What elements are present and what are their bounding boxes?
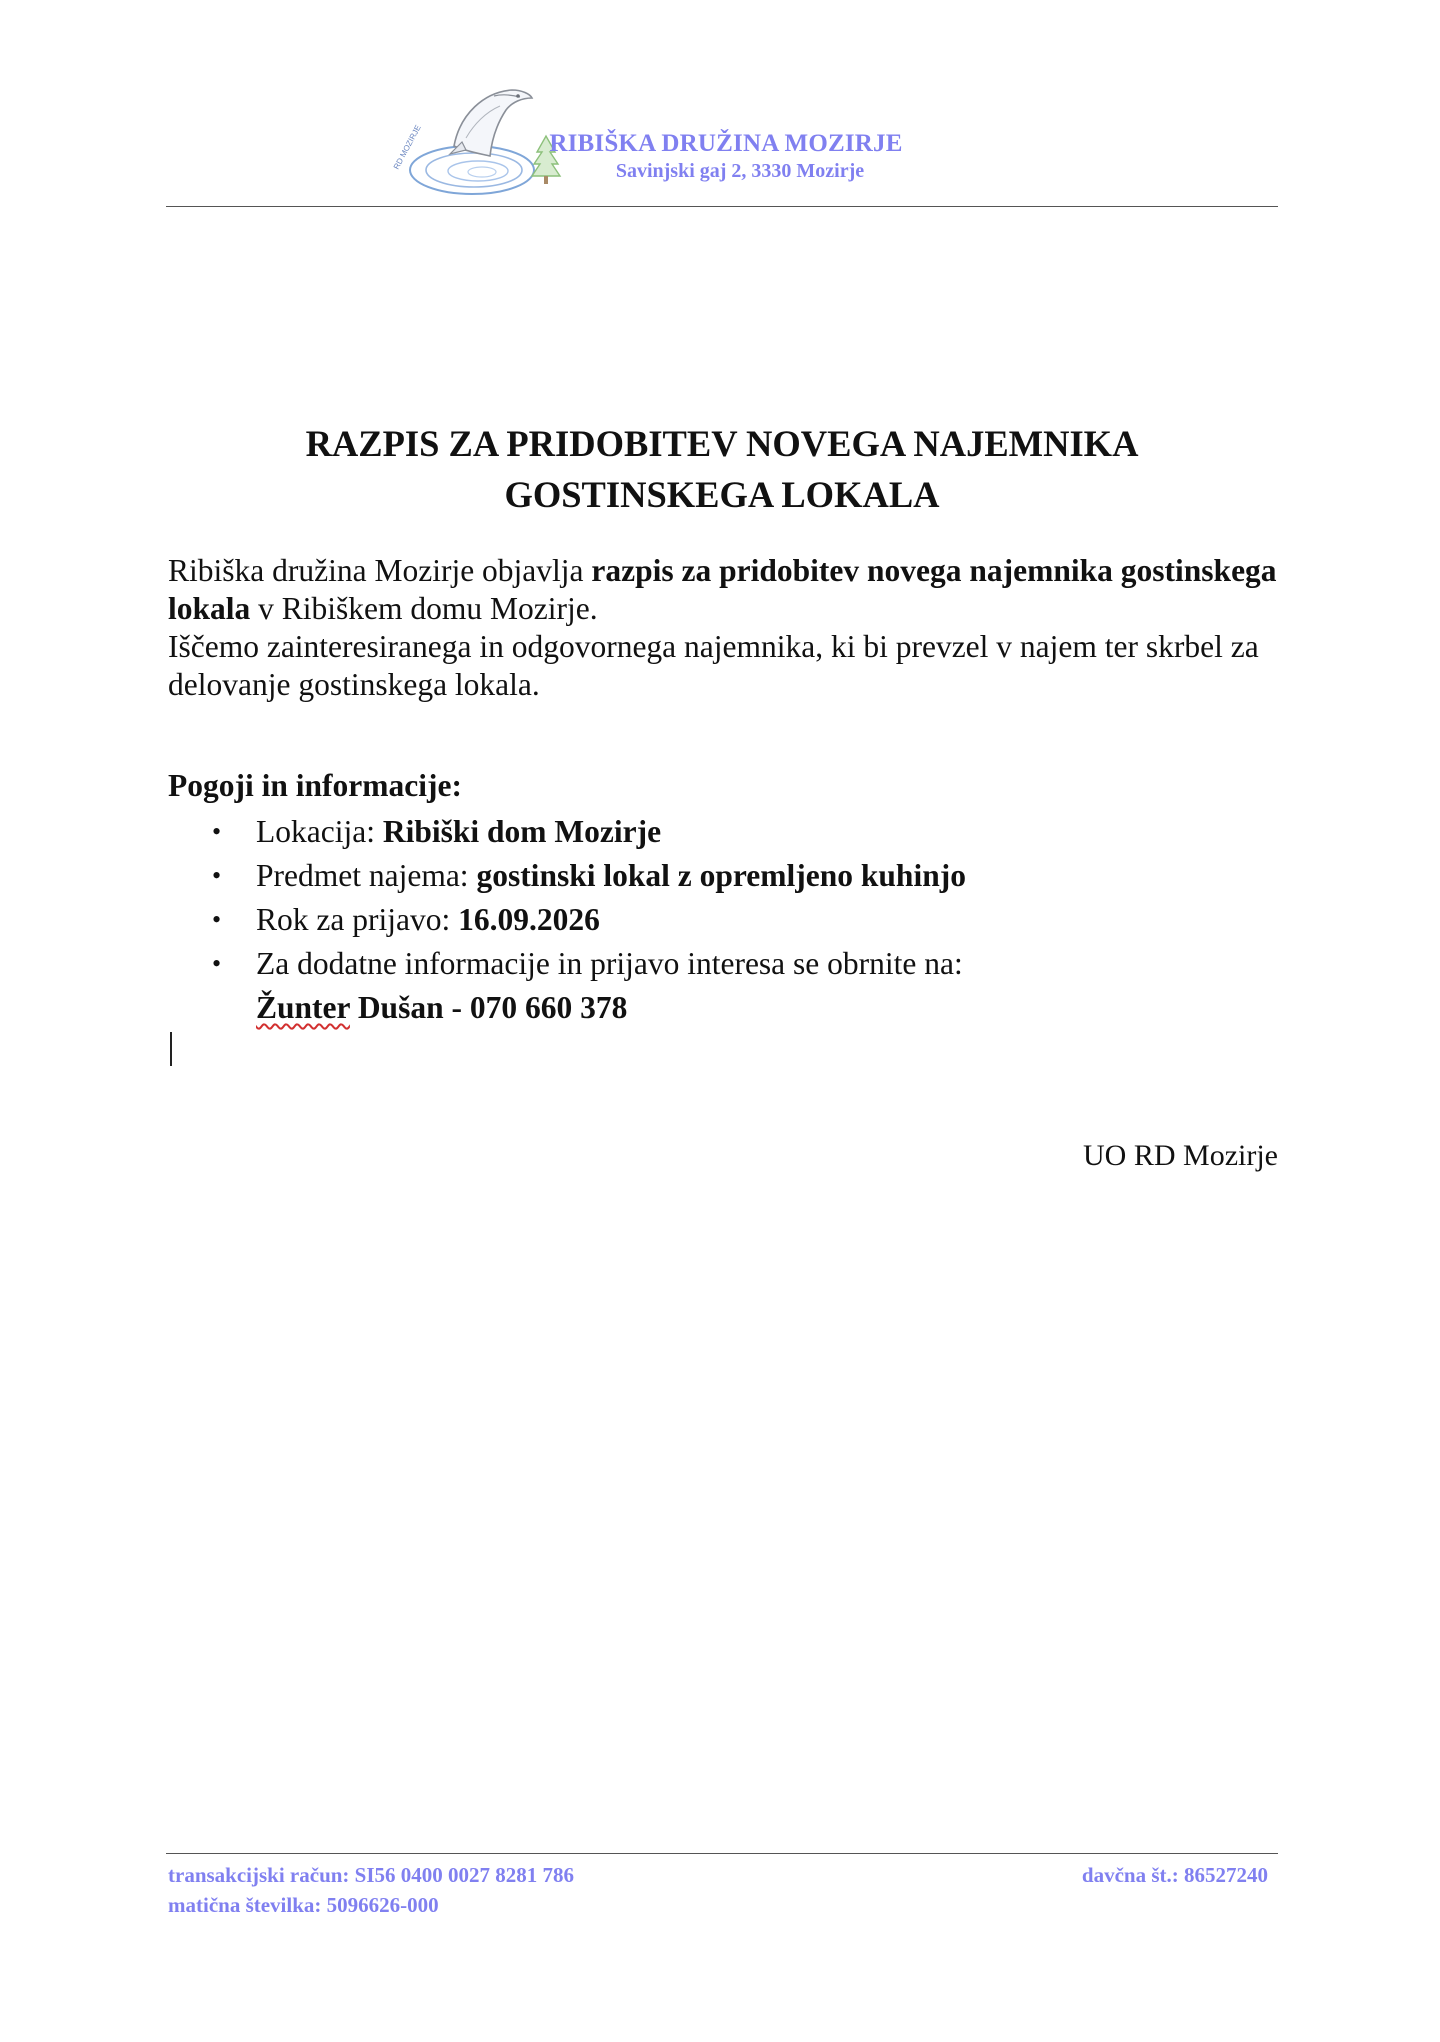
contact-rest: Dušan - 070 660 378 — [349, 990, 628, 1025]
signature: UO RD Mozirje — [1083, 1139, 1278, 1172]
footer-tax: davčna št.: 86527240 — [1081, 1863, 1268, 1887]
intro-paragraph-2: Iščemo zainteresiranega in odgovornega najemnika, ki bi prevzel v najem ter skrbel za delovanje gostinskega lokala. — [168, 629, 1259, 702]
list-item — [168, 942, 1278, 1030]
letterhead — [166, 84, 1278, 208]
list-item — [168, 854, 1278, 898]
bullet-icon: • — [212, 861, 222, 890]
intro-text — [168, 552, 1278, 704]
item-label: Rok za prijavo: — [256, 902, 459, 937]
item-value: 16.09.2026 — [458, 902, 600, 937]
title-line-1: RAZPIS ZA PRIDOBITEV NOVEGA NAJEMNIKA — [305, 423, 1139, 464]
footer-account: transakcijski račun: SI56 0400 0027 8281 786 — [168, 1863, 575, 1887]
document-title — [166, 418, 1278, 520]
list-item — [168, 810, 1278, 854]
contact-surname: Žunter — [256, 990, 350, 1025]
org-address: Savinjski gaj 2, 3330 Mozirje — [615, 160, 865, 182]
header-divider — [166, 206, 1278, 207]
footer-right — [1082, 1860, 1268, 1890]
intro-tail: v Ribiškem domu Mozirje. — [250, 591, 598, 626]
item-label: Za dodatne informacije in prijavo interesa se obrnite na: — [256, 946, 963, 981]
footer-divider — [166, 1853, 1278, 1854]
org-name: RIBIŠKA DRUŽINA MOZIRJE — [549, 130, 903, 157]
item-value: gostinski lokal z opremljeno kuhinjo — [476, 858, 966, 893]
footer-left — [168, 1860, 574, 1920]
bullet-icon: • — [212, 949, 222, 978]
item-label: Predmet najema: — [256, 858, 477, 893]
org-info — [516, 130, 936, 184]
item-label: Lokacija: — [256, 814, 383, 849]
bullet-icon: • — [212, 817, 222, 846]
intro-bold: razpis za pridobitev novega najemnika gostinskega lokala — [168, 553, 1277, 626]
info-heading: Pogoji in informacije: — [168, 768, 462, 803]
title-line-2: GOSTINSKEGA LOKALA — [504, 474, 940, 515]
text-cursor — [170, 1032, 172, 1066]
intro-paragraph-1 — [168, 552, 1278, 628]
contact-info — [256, 990, 627, 1025]
info-list — [168, 810, 1278, 1030]
footer-registration: matična številka: 5096626-000 — [168, 1893, 439, 1917]
bullet-icon: • — [212, 905, 222, 934]
svg-text:RD MOZIRJE: RD MOZIRJE — [391, 123, 423, 171]
list-item — [168, 898, 1278, 942]
item-value: Ribiški dom Mozirje — [382, 814, 662, 849]
intro-lead: Ribiška družina Mozirje objavlja — [168, 553, 592, 588]
